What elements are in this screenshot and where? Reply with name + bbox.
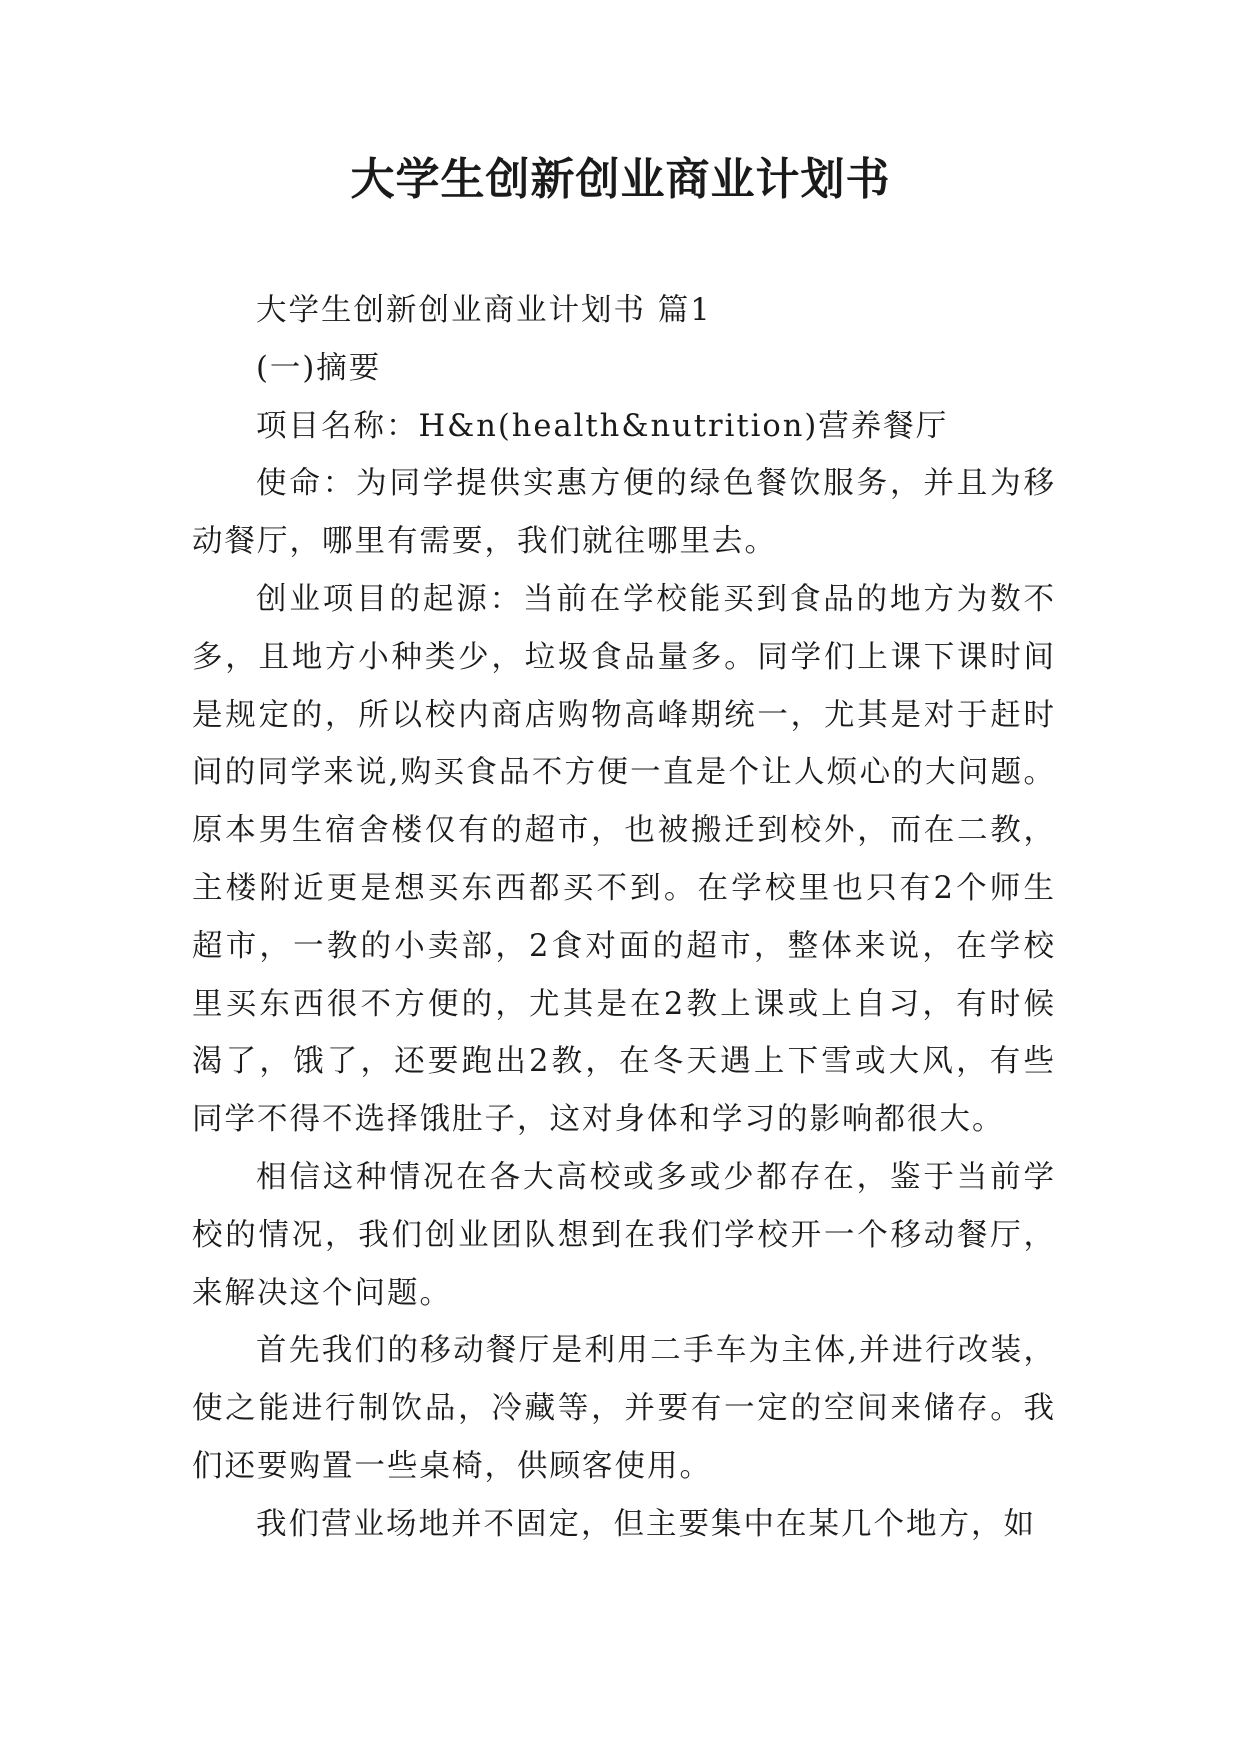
paragraph-mission: 使命：为同学提供实惠方便的绿色餐饮服务，并且为移动餐厅，哪里有需要，我们就往哪里去。 — [192, 466, 1056, 560]
paragraph-origin: 创业项目的起源：当前在学校能买到食品的地方为数不多，且地方小种类少，垃圾食品量多。同学们上课下课时间是规定的，所以校内商店购物高峰期统一，尤其是对于赶时间的同学来说,购买食品不方便一直是个让人烦心的大问题。原本男生宿舍楼仅有的超市，也被搬迁到校外，而在二教，主楼附近更是想买东西都买不到。在学校里也只有2个师生超市，一教的小卖部，2食对面的超市，整体来说，在学校里买东西很不方便的，尤其是在2教上课或上自习，有时候渴了，饿了，还要跑出2教，在冬天遇上下雪或大风，有些同学不得不选择饿肚子，这对身体和学习的影响都很大。 — [192, 581, 1056, 1138]
paragraph-project-name: 项目名称：H&n(health&nutrition)营养餐厅 — [256, 408, 949, 444]
document-body — [192, 282, 1056, 1554]
paragraph-summary-heading: (一)摘要 — [256, 350, 382, 386]
paragraph-location: 我们营业场地并不固定，但主要集中在某几个地方，如 — [256, 1506, 1036, 1542]
paragraph-vehicle: 首先我们的移动餐厅是利用二手车为主体,并进行改装，使之能进行制饮品，冷藏等，并要有一定的空间来储存。我们还要购置一些桌椅，供顾客使用。 — [192, 1333, 1056, 1484]
paragraph-section-heading: 大学生创新创业商业计划书 篇1 — [256, 293, 712, 328]
document-title: 大学生创新创业商业计划书 — [350, 154, 891, 205]
paragraph-situation: 相信这种情况在各大高校或多或少都存在，鉴于当前学校的情况，我们创业团队想到在我们学校开一个移动餐厅，来解决这个问题。 — [192, 1159, 1056, 1311]
